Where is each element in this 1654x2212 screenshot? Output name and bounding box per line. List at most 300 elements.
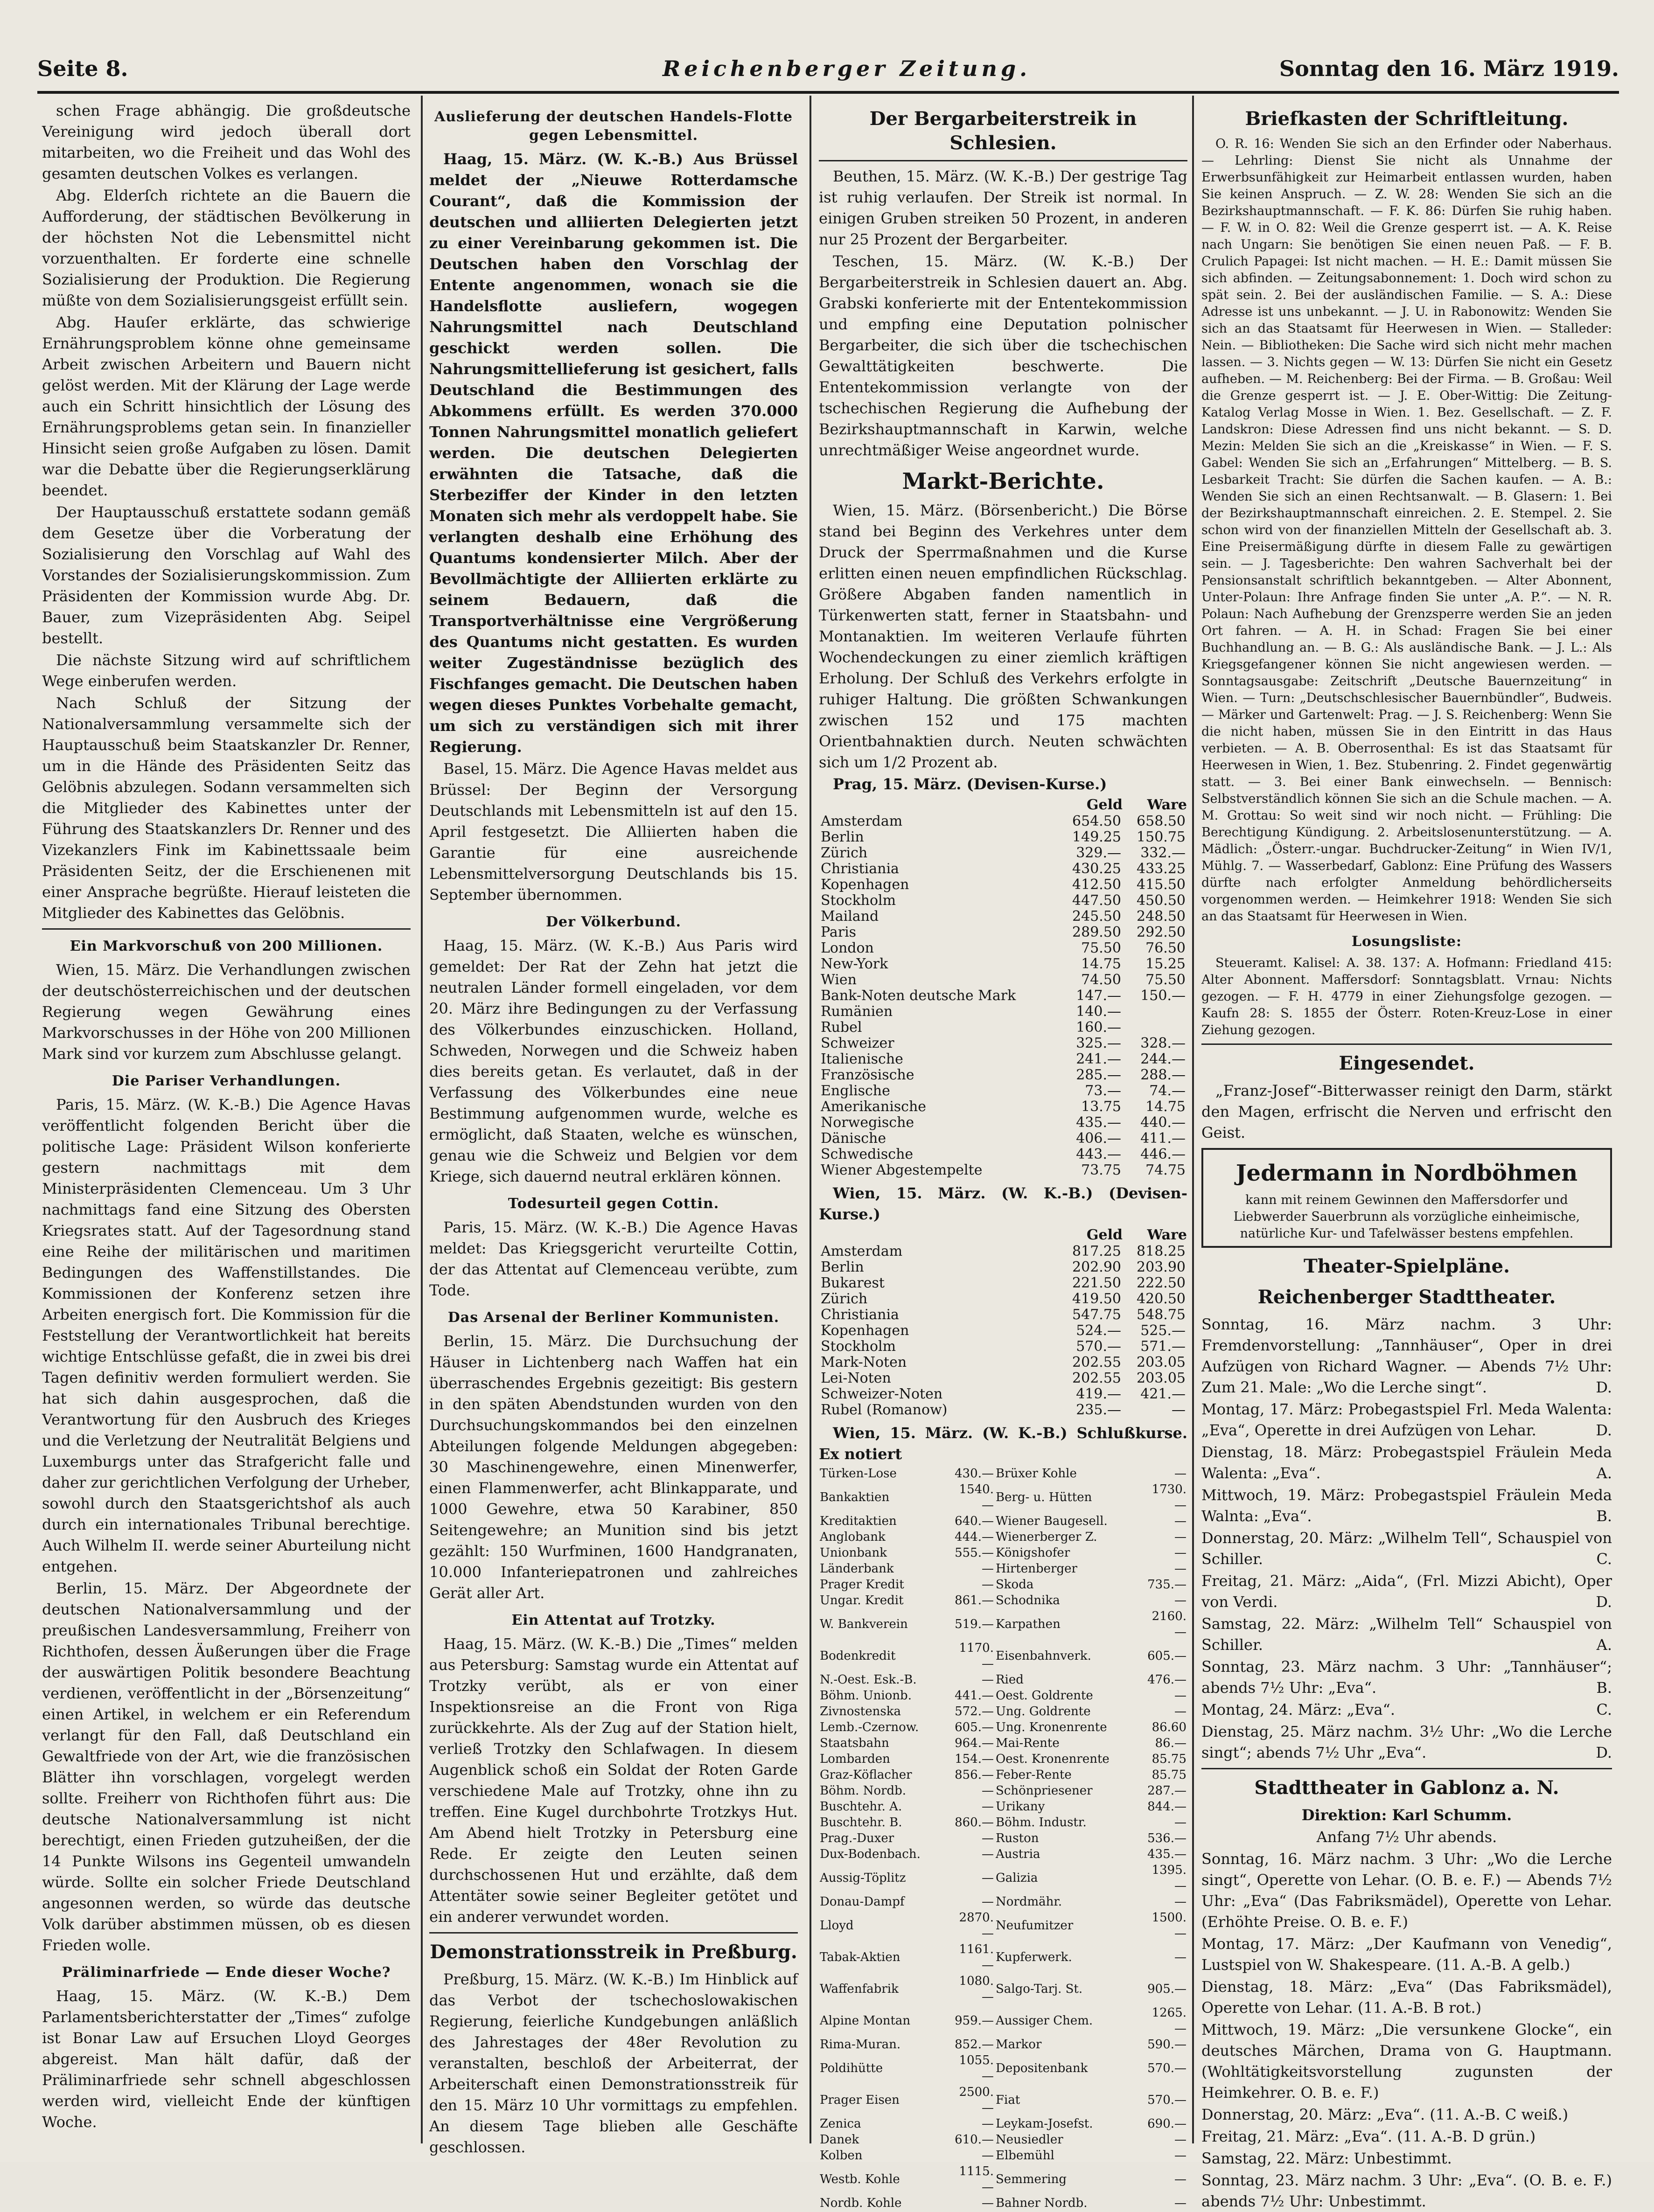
currency-name: New-York (821, 956, 888, 972)
security-name: Oest. Kronenrente (995, 1752, 1110, 1766)
currency-name: London (821, 940, 874, 956)
program-series: B. (1596, 1679, 1612, 1697)
table-row (819, 1894, 1187, 1910)
price-geld: 73.— (1085, 1083, 1121, 1099)
program-entry: Samstag, 22. März: Unbestimmt. (1201, 2149, 1452, 2167)
article-headline: Theater-Spielpläne. (1303, 1255, 1510, 1277)
security-name: Danek (820, 2133, 859, 2147)
price-ware: 76.50 (1145, 940, 1186, 956)
security-price: 570.— (1147, 2061, 1186, 2075)
article-headline: Die Pariser Verhandlungen. (112, 1073, 341, 1089)
currency-name: Amsterdam (821, 1243, 903, 1259)
security-price: 287.— (1147, 1784, 1186, 1798)
security-name: Ungar. Kredit (820, 1593, 904, 1607)
price-geld: 524.— (1076, 1322, 1121, 1339)
table-row (819, 1545, 1187, 1561)
security-price: 605.— (955, 1720, 994, 1734)
column-rule (1192, 96, 1194, 2143)
article-headline: Der Bergarbeiterstreik in Schlesien. (869, 108, 1137, 154)
security-name: Berg- u. Hütten (995, 1490, 1092, 1504)
column-rule (421, 96, 423, 2143)
article-paragraph: Die nächste Sitzung wird auf schriftlichem Wege einberufen werden. (42, 651, 411, 690)
security-price: 1115.— (959, 2164, 994, 2194)
program-entry: Sonntag, 16. März nachm. 3 Uhr: „Wo die Lerche singt“, Operette von Lehar. (O. B. e. F.) — Abends 7½ Uhr: „Eva“ (Das Fabriksmädel), Operette von Lehar. (Erhöhte Preise. O. B. e. F.) (1201, 1850, 1612, 1931)
article-paragraph: „Franz-Josef“-Bitterwasser reinigt den Darm, stärkt den Magen, erfrischt die Nerven und erfrischt den Geist. (1201, 1082, 1612, 1141)
program-entry (1201, 1442, 1612, 1484)
security-price: — (981, 1673, 994, 1687)
security-price: — (981, 2196, 994, 2210)
price-geld: 75.50 (1081, 940, 1121, 956)
security-price: 2870.— (959, 1911, 994, 1941)
article-paragraph: Basel, 15. März. Die Agence Havas meldet aus Brüssel: Der Beginn der Versorgung Deutschlands mit Lebensmitteln ist auf den 15. April festgesetzt. Die Alliierten haben die Garantie für eine ausreichende Lebensmittelversorgung Deutschlands bis 15. September übernommen. (429, 760, 798, 904)
currency-name: Zürich (821, 1291, 868, 1307)
security-name: Brüxer Kohle (995, 1467, 1077, 1481)
table-row (819, 1561, 1187, 1577)
table-row (819, 814, 1187, 829)
price-geld: 435.— (1076, 1114, 1121, 1131)
table-row (819, 1815, 1187, 1830)
program-series: D. (1596, 1421, 1612, 1439)
security-name: Zivnostenska (820, 1704, 901, 1718)
price-geld: 412.50 (1072, 876, 1121, 893)
table-row (819, 1973, 1187, 2005)
article-headline: Losungsliste: (1351, 933, 1462, 950)
price-ware: 450.50 (1137, 892, 1186, 909)
security-price: 154.— (955, 1752, 994, 1766)
price-geld: 147.— (1076, 988, 1121, 1004)
security-price: — (1174, 1704, 1186, 1718)
table-row (819, 1004, 1187, 1020)
price-ware: 150.75 (1137, 829, 1186, 845)
security-name: Markor (995, 2038, 1042, 2052)
price-geld: 817.25 (1072, 1243, 1121, 1259)
security-name: Elbemühl (995, 2149, 1054, 2163)
security-name: Wiener Baugesell. (995, 1514, 1108, 1528)
price-geld: 149.25 (1072, 829, 1121, 845)
security-name: Lombarden (820, 1752, 890, 1766)
theater-headline: Stadttheater in Gablonz a. N. (1254, 1777, 1559, 1799)
table-row (819, 1275, 1187, 1291)
security-name: Mai-Rente (995, 1736, 1060, 1750)
program-entry (1201, 1614, 1612, 1656)
currency-name: Bukarest (821, 1275, 885, 1291)
security-price: — (1174, 1593, 1186, 1607)
program-series: B. (1596, 1507, 1612, 1525)
table-row (819, 1862, 1187, 1894)
security-price: 1500.— (1152, 1911, 1186, 1941)
security-price: 430.— (955, 1467, 994, 1481)
program-entry: Mittwoch, 19. März: „Die versunkene Glocke“, ein deutsches Märchen, Drama von G. Hauptmann. (Wohltätigkeitsvorstellung zugunsten der Heimkehrer. O. B. e. F.) (1201, 2021, 1612, 2101)
theater-headline: Reichenberger Stadttheater. (1257, 1286, 1556, 1308)
security-name: W. Bankverein (820, 1617, 908, 1631)
price-ware: 446.— (1140, 1146, 1186, 1162)
article-paragraph: Haag, 15. März. (W. K.-B.) Aus Brüssel meldet der „Nieuwe Rotterdamsche Courant“, daß die Kommission der deutschen und alliierten Delegierten jetzt zu einer Vereinbarung gekommen ist. Die Deutschen haben den Vorschlag der Entente angenommen, wonach sie die Handelsflotte ausliefern, wogegen Nahrungsmittel nach Deutschland geschickt werden sollen. Die Nahrungsmittellieferung ist gesichert, falls Deutschland die Bestimmungen des Abkommens erfüllt. Es werden 370.000 Tonnen Nahrungsmittel monatlich geliefert werden. Die deutschen Delegierten erwähnten die Tatsache, daß die Sterbeziffer der Kinder in den letzten Monaten sich mehr als verdoppelt habe. Sie verlangten deshalb eine Erhöhung des Quantums kondensierter Milch. Aber der Bevollmächtigte der Alliierten erklärte zu seinem Bedauern, daß die Transportverhältnisse eine Vergrößerung des Quantums nicht gestatten. Es wurden weiter Zugeständnisse bezüglich des Fischfanges gemacht. Die Deutschen haben wegen dieses Punktes Vorbehalte gemacht, um sich zu verständigen sich mit ihrer Regierung. (429, 150, 798, 756)
table-row (819, 1513, 1187, 1529)
program-entry (1201, 1721, 1612, 1763)
table-row (819, 940, 1187, 956)
column-4 (1201, 100, 1612, 2210)
security-price: 610.— (955, 2133, 994, 2147)
table-row (819, 2084, 1187, 2116)
currency-name: Italienische (821, 1051, 903, 1067)
security-name: Buschtehr. A. (820, 1800, 902, 1814)
price-geld: 202.55 (1072, 1370, 1121, 1386)
security-name: Dux-Bodenbach. (820, 1847, 921, 1861)
currency-name: Schweizer (821, 1035, 894, 1051)
table-caption: Wien, 15. März. (W. K.-B.) Schlußkurse. Ex notiert (819, 1424, 1187, 1463)
article-headline: Ein Attentat auf Trotzky. (511, 1612, 716, 1628)
currency-name: Stockholm (821, 1338, 896, 1355)
table-row (819, 1051, 1187, 1067)
table-row (819, 1751, 1187, 1767)
security-price: — (981, 2117, 994, 2131)
program-entry: Montag, 17. März: „Der Kaufmann von Venedig“, Lustspiel von W. Shakespeare. (11. A.-B. A gelb.) (1201, 1935, 1612, 1974)
security-name: Schodnika (995, 1593, 1060, 1607)
theater-start-time: Anfang 7½ Uhr abends. (1316, 1828, 1497, 1846)
section-divider (429, 1932, 798, 1934)
currency-name: Christiania (821, 1307, 899, 1323)
price-geld: 160.— (1076, 1019, 1121, 1036)
security-name: Kolben (820, 2149, 863, 2163)
price-ware: 411.— (1140, 1130, 1186, 1147)
security-price: 2500.— (959, 2085, 994, 2115)
program-entry (1201, 1314, 1612, 1398)
article-paragraph: Steueramt. Kalisel: A. 38. 137: A. Hofmann: Friedland 415: Alter Abonnent. Maffersdorf: Sonntagsblatt. Vrnau: Nichts gezogen. — F. H. 4779 in einer Ziehungsfolge gezogen. — Kaufn 28: S. 1855 der Österr. Roten-Kreuz-Lose in einer Ziehung gezogen. (1201, 956, 1612, 1037)
price-ware: 203.05 (1137, 1370, 1186, 1386)
table-row (819, 1020, 1187, 1036)
security-name: Poldihütte (820, 2061, 883, 2075)
security-price: — (981, 2149, 994, 2163)
price-ware: 203.05 (1137, 1354, 1186, 1370)
price-ware: 415.50 (1137, 876, 1186, 893)
security-price: — (981, 1871, 994, 1885)
page-number: Seite 8. (37, 56, 128, 81)
security-name: Prager Kredit (820, 1578, 904, 1592)
table-row (819, 1672, 1187, 1688)
price-geld: 419.50 (1072, 1291, 1121, 1307)
ad-title: Jedermann in Nordböhmen (1235, 1160, 1578, 1186)
security-price: 690.— (1147, 2117, 1186, 2131)
security-name: Buschtehr. B. (820, 1816, 902, 1829)
price-ware: 421.— (1140, 1386, 1186, 1402)
security-price: — (1174, 1895, 1186, 1909)
security-name: Staatsbahn (820, 1736, 889, 1750)
letterbox-text: O. R. 16: Wenden Sie sich an den Erfinder oder Naberhaus. — Lehrling: Dienst Sie nicht als Unnahme der Erwerbsunfähigkeit zur Heimarbeit entlassen wurden, haben Sie keinen Anspruch. — Z. W. 28: Wenden Sie sich an die Bezirkshauptmannschaft. — F. K. 86: Dürfen Sie ruhig haben. — F. W. in O. 82: Weil die Grenze gesperrt ist. — A. K. Reise nach Ungarn: Sie benötigen Sie einen neuen Paß. — F. B. Crulich Papagei: Ist nicht machen. — H. E.: Damit müssen Sie sich abfinden. — Zeitungsabonnement: 1. Doch wird schon zu spät sein. 2. Bei der ausländischen Familie. — S. A.: Diese Adresse ist uns unbekannt. — J. U. in Rabonowitz: Wenden Sie sich an das Staatsamt für Heerwesen in Wien. — Stalleder: Nein. — Bibliotheken: Die Sache wird sich nicht mehr machen lassen. — 3. Nichts gegen — W. 13: Dürfen Sie nicht ein Gesetz aufheben. — M. Reichenberg: Bei der Firma. — B. Großau: Weil die Grenze gesperrt ist. — J. E. Ober-Wittig: Die Zeitung-Katalog Verlag Mosse in Wien. 1. Bez. Gesellschaft. — Z. F. Landskron: Diese Adressen find uns nicht bekannt. — S. D. Mezin: Melden Sie sich an die „Kreiskasse“ in Wien. — F. S. Gabel: Wenden Sie sich an „Erfahrungen“ Mittelberg. — B. S. Lesbarkeit Tracht: Sie dürfen die Sachen kaufen. — A. B.: Wenden Sie sich an einen Rechtsanwalt. — B. Glasern: 1. Bei der Bezirkshauptmannschaft einreichen. 2. E. Stempel. 2. Sie schon wird von der finanziellen Mitteln der Gesellschaft ab. 3. Eine Preisermäßigung dürfte in diesem Falle zu gewärtigen sein. — J. Tagesberichte: Den wahren Sachverhalt bei der Pensionsanstalt schriftlich bekanntgeben. — Alter Abonnent, Unter-Polaun: Ihre Anfrage finden Sie unter „A. P.“. — N. R. Polaun: Nach Aufhebung der Grenzsperre werden Sie an jeden Ort fahren. — A. H. in Schad: Fragen Sie bei einer Buchhandlung an. — B. G.: Als ausländische Bank. — J. L.: Als Kriegsgefangener können Sie nicht angewiesen werden. — Sonntagsausgabe: Zeitschrift „Deutsche Bauernzeitung“ in Wien. — Turn: „Deutschschlesischer Bauernbündler“, Budweis. — Märker und Gartenwelt: Prag. — J. S. Reichenberg: Wenn Sie die nicht haben, müssen Sie in den Eintritt in das Haus verbieten. — A. B. Oberrosenthal: Es ist das Staatsamt für Heerwesen in Wien, 1. Bez. Stubenring. 2. Findet gegenwärtig statt. — 3. Bei einer Bank einwechseln. — Bennisch: Selbstverständlich können Sie sich an die Schule machen. — A. M. Grottau: So weit sind wir noch nicht. — Frühling: Die Berechtigung Kündigung. 2. Arbeitslosenunterstützung. — A. Mädlich: „Österr.-ungar. Buchdrucker-Zeitung“ in Wien IV/1, Mühlg. 7. — Wasserbedarf, Gablonz: Eine Prüfung des Wassers dürfte nach erfolgter Anmeldung behördlicherseits vorgenommen werden. — Heimkehrer 1918: Wenden Sie sich an das Staatsamt für Heerwesen in Wien. (1201, 137, 1612, 924)
security-name: Türken-Lose (820, 1467, 897, 1481)
security-name: Depositenbank (995, 2061, 1088, 2075)
security-name: Hirtenberger (995, 1562, 1077, 1576)
table-row (819, 2005, 1187, 2037)
currency-name: Mark-Noten (821, 1354, 907, 1370)
column-header: Geld (1086, 1227, 1123, 1243)
security-name: Austria (995, 1847, 1040, 1861)
article-paragraph: Teschen, 15. März. (W. K.-B.) Der Bergarbeiterstreik in Schlesien dauert an. Abg. Grabski konferierte mit der Ententekommission und empfing eine Deputation polnischer Bergarbeiter, die sich über die tschechischen Gewalttätigkeiten beschwerte. Die Ententekommission verlangte von der tschechischen Regierung die Aufhebung der Bezirkshauptmannschaft in Karwin, welche unrechtmäßiger Weise angeordnet wurde. (819, 252, 1187, 459)
price-ware: 332.— (1140, 845, 1186, 861)
security-name: Böhm. Industr. (995, 1816, 1087, 1829)
table-row (819, 1147, 1187, 1162)
security-price: 844.— (1147, 1800, 1186, 1814)
table-row (819, 2132, 1187, 2148)
price-ware: — (1172, 1402, 1186, 1418)
price-ware: 150.— (1140, 988, 1186, 1004)
security-name: Skoda (995, 1578, 1034, 1592)
currency-name: Christiania (821, 861, 899, 877)
table-row (819, 893, 1187, 909)
security-price: — (1174, 1689, 1186, 1703)
article-paragraph: Wien, 15. März. Die Verhandlungen zwischen der deutschösterreichischen und der deutschen Regierung wegen Gewährung eines Markvorschusses in der Höhe von 200 Millionen Mark sind vor kurzem zum Abschlusse gelangt. (42, 961, 411, 1063)
security-name: Prager Eisen (820, 2093, 900, 2107)
table-row (819, 909, 1187, 925)
currency-name: Paris (821, 924, 857, 940)
wien-devisen-table (819, 1227, 1187, 1418)
table-row (819, 1783, 1187, 1799)
program-series: D. (1596, 1744, 1612, 1761)
table-row (819, 1162, 1187, 1178)
currency-name: Französische (821, 1067, 914, 1083)
price-geld: 73.75 (1081, 1162, 1121, 1178)
security-price: — (981, 1800, 994, 1814)
currency-name: Englische (821, 1083, 890, 1099)
security-price: — (1174, 2149, 1186, 2163)
column-header: Ware (1147, 1227, 1187, 1243)
table-row (819, 2195, 1187, 2211)
security-name: Ung. Kronenrente (995, 1720, 1107, 1734)
program-entry: Freitag, 21. März: „Eva“. (11. A.-B. D grün.) (1201, 2128, 1536, 2145)
currency-name: Lei-Noten (821, 1370, 891, 1386)
table-row (819, 956, 1187, 972)
table-row (819, 1402, 1187, 1418)
security-price: — (1174, 1950, 1186, 1964)
article-paragraph: Paris, 15. März. (W. K.-B.) Die Agence Havas veröffentlicht folgenden Bericht über die politische Lage: Präsident Wilson konferierte gestern nachmittags mit dem Ministerpräsidenten Clemenceau. Um 3 Uhr nachmittags fand eine Sitzung des Obersten Kriegsrates statt. Auf der Tagesordnung stand eine Reihe der militärischen und maritimen Bedingungen des Waffenstillstandes. Die Kommissionen der Konferenz setzen ihre Arbeiten energisch fort. Die Kommission für die Feststellung der Verantwortlichkeit hat bereits wichtige Entschlüsse gefaßt, die in zwei bis drei Tagen definitiv werden formuliert werden. Sie hat sich dahin ausgesprochen, daß die Verantwortung für den Ausbruch des Krieges und die Verletzung der Neutralität Belgiens und Luxemburgs unter das Strafgericht falle und daher zur gerichtlichen Verfolgung der Urheber, sowohl durch den Staatsgerichtshof als auch durch ein internationales Tribunal berechtige. Auch Wilhelm II. werde seiner Aburteilung nicht entgehen. (42, 1096, 411, 1575)
security-price: 1170.— (959, 1641, 994, 1671)
program-text: Sonntag, 16. März nachm. 3 Uhr: Fremdenvorstellung: „Tannhäuser“, Oper in drei Aufzügen von Richard Wagner. — Abends 7½ Uhr: Zum 21. Male: „Wo die Lerche singt“. (1201, 1315, 1612, 1396)
table-row (819, 1386, 1187, 1402)
currency-name: Wien (821, 972, 857, 988)
table-row (819, 861, 1187, 877)
table-row (819, 1767, 1187, 1783)
price-geld: 289.50 (1072, 924, 1121, 940)
article-paragraph: Berlin, 15. März. Der Abgeordnete der deutschen Nationalversammlung und der preußischen Landesversammlung, Freiherr von Richthofen, dessen Äußerungen über die Frage der auswärtigen Politik besondere Beachtung verdienen, veröffentlicht in der „Börsenzeitung“ einen Artikel, in welchem er ein Referendum verlangt für den Fall, daß Deutschland ein Gewaltfriede von der Art, wie die französischen Blätter ihn vorschlagen, vorgelegt werden sollte. Freiherr von Richthofen führt aus: Die deutsche Nationalversammlung ist nicht berechtigt, einen Frieden gutzuheißen, der die 14 Punkte Wilsons ins Gegenteil umwandeln würde. Sollte ein solcher Friede Deutschland angesonnen werden, so würde das deutsche Volk darüber abstimmen müssen, ob es diesen Frieden wolle. (42, 1579, 411, 1954)
currency-name: Rubel (Romanow) (821, 1402, 948, 1418)
program-text: Dienstag, 18. März: Probegastspiel Fräulein Meda Walenta: „Eva“. (1201, 1443, 1612, 1482)
security-price: 640.— (955, 1514, 994, 1528)
article-paragraph: Haag, 15. März. (W. K.-B.) Aus Paris wird gemeldet: Der Rat der Zehn hat jetzt die neutralen Länder formell eingeladen, vor dem 20. März ihre Bedingungen zu der Verfassung des Völkerbundes einzuschicken. Holland, Schweden, Norwegen und die Schweiz haben dies bereits getan. Es verlautet, daß in der Verfassung des Völkerbundes eine neue Bestimmung aufgenommen wurde, welche es ermöglicht, daß Staaten, welche es wünschen, genau wie die Schweiz und Belgien vor dem Kriege, sich dauernd neutral erklären können. (429, 937, 798, 1185)
table-row (819, 1067, 1187, 1083)
security-name: Bodenkredit (820, 1649, 896, 1663)
program-entry (1201, 1699, 1612, 1720)
gablonz-program (1201, 1849, 1612, 2212)
security-name: Leykam-Josefst. (995, 2117, 1093, 2131)
table-row (819, 1355, 1187, 1370)
article-headline: Das Arsenal der Berliner Kommunisten. (447, 1309, 780, 1326)
security-price: 1161.— (959, 1942, 994, 1972)
table-row (819, 1529, 1187, 1545)
table-row (819, 1482, 1187, 1513)
program-text: Sonntag, 23. März nachm. 3 Uhr: „Tannhäuser“; abends 7½ Uhr: „Eva“. (1201, 1658, 1612, 1697)
currency-name: Bank-Noten deutsche Mark (821, 988, 1016, 1004)
table-row (819, 1083, 1187, 1099)
price-geld: 202.90 (1072, 1259, 1121, 1275)
price-ware: 420.50 (1137, 1291, 1186, 1307)
program-series: C. (1596, 1550, 1612, 1568)
article-headline: Präliminarfriede — Ende dieser Woche? (62, 1964, 391, 1981)
currency-name: Wiener Abgestempelte (821, 1162, 983, 1178)
table-row (819, 1131, 1187, 1147)
table-caption: Prag, 15. März. (Devisen-Kurse.) (833, 775, 1107, 793)
table-row (819, 1323, 1187, 1339)
article-headline: Eingesendet. (1339, 1052, 1475, 1074)
table-row (819, 1036, 1187, 1051)
price-ware: 244.— (1140, 1051, 1186, 1067)
price-ware (1123, 1004, 1187, 1020)
price-ware: 203.90 (1137, 1259, 1186, 1275)
article-headline: Todesurteil gegen Cottin. (508, 1196, 719, 1212)
table-row (819, 1688, 1187, 1704)
article-headline: Markt-Berichte. (902, 468, 1104, 494)
security-price: 536.— (1147, 1831, 1186, 1845)
table-row (819, 2116, 1187, 2132)
currency-name: Kopenhagen (821, 876, 909, 893)
table-row (819, 1370, 1187, 1386)
article-paragraph: Nach Schluß der Sitzung der Nationalversammlung versammelte sich der Hauptausschuß beim Staatskanzler Dr. Renner, um in die Hände des Präsidenten Seitz das Gelöbnis abzulegen. Sodann versammelten sich die Mitglieder des Kabinettes unter der Führung des Staatskanzlers Dr. Renner und des Vizekanzlers Fink im Kabinettssaale beim Präsidenten Seitz, der die Erschienenen mit einer Ansprache begrüßte. Hierauf leisteten die Mitglieder des Kabinettes das Gelöbnis. (42, 694, 411, 922)
program-text: Dienstag, 25. März nachm. 3½ Uhr: „Wo die Lerche singt“; abends 7½ Uhr „Eva“. (1201, 1723, 1612, 1761)
table-row (819, 1259, 1187, 1275)
section-divider (1201, 1043, 1612, 1045)
section-divider (42, 928, 411, 930)
table-row (819, 1735, 1187, 1751)
currency-name: Amerikanische (821, 1099, 927, 1115)
program-text: Donnerstag, 20. März: „Wilhelm Tell“, Schauspiel von Schiller. (1201, 1529, 1612, 1568)
program-series: D. (1596, 1378, 1612, 1396)
price-geld: 285.— (1076, 1067, 1121, 1083)
security-name: Alpine Montan (820, 2014, 911, 2028)
security-price: — (1174, 2172, 1186, 2186)
security-name: Graz-Köflacher (820, 1768, 912, 1782)
currency-name: Amsterdam (821, 813, 903, 829)
security-name: Oest. Goldrente (995, 1689, 1093, 1703)
currency-name: Mailand (821, 908, 879, 925)
security-name: Böhm. Unionb. (820, 1689, 912, 1703)
security-price: 444.— (955, 1530, 994, 1544)
currency-name: Schweizer-Noten (821, 1386, 943, 1402)
table-row (819, 1799, 1187, 1815)
security-name: Neufumitzer (995, 1919, 1074, 1933)
security-name: Aussig-Töplitz (820, 1871, 906, 1885)
reichenberg-program (1201, 1314, 1612, 1763)
table-row (819, 1115, 1187, 1131)
table-row (819, 1593, 1187, 1608)
table-caption: Wien, 15. März. (W. K.-B.) (Devisen-Kurse.) (819, 1184, 1187, 1223)
security-price: — (1174, 1546, 1186, 1560)
column-1 (42, 100, 411, 2143)
article-paragraph: Paris, 15. März. (W. K.-B.) Die Agence Havas meldet: Das Kriegsgericht verurteilte Cottin, der das Attentat auf Clemenceau verübte, zum Tode. (429, 1218, 798, 1299)
security-price: 856.— (955, 1768, 994, 1782)
column-header: Geld (1086, 797, 1123, 813)
price-geld: 140.— (1076, 1003, 1121, 1020)
price-ware: 440.— (1140, 1114, 1186, 1131)
table-row (819, 1941, 1187, 1973)
article-paragraph: Beuthen, 15. März. (W. K.-B.) Der gestrige Tag ist ruhig verlaufen. Der Streik ist normal. In einigen Gruben streiken 50 Prozent, in anderen nur 25 Prozent der Bergarbeiter. (819, 167, 1187, 248)
security-price: — (981, 1895, 994, 1909)
program-series: A. (1596, 1464, 1612, 1482)
section-divider (1201, 1768, 1612, 1769)
security-price: 555.— (955, 1546, 994, 1560)
security-price: 1055.— (959, 2053, 994, 2083)
ad-text: kann mit reinem Gewinnen den Maffersdorfer und Liebwerder Sauerbrunn als vorzügliche einheimische, natürliche Kur- und Tafelwässer bestens empfehlen. (1233, 1193, 1580, 1241)
security-price: 1265.— (1152, 2006, 1186, 2036)
table-row (819, 988, 1187, 1004)
price-ware: 248.50 (1137, 908, 1186, 925)
table-row (819, 1830, 1187, 1846)
price-ware: 74.75 (1145, 1162, 1186, 1178)
security-price: 852.— (955, 2038, 994, 2052)
article-headline: Briefkasten der Schriftleitung. (1245, 108, 1569, 130)
security-name: Bahner Nordb. (995, 2196, 1088, 2210)
newspaper-title: Reichenberger Zeitung. (663, 56, 1031, 81)
security-name: Ruston (995, 1831, 1039, 1845)
security-price: — (1174, 1514, 1186, 1528)
table-row (819, 1244, 1187, 1259)
article-headline: Ein Markvorschuß von 200 Millionen. (70, 938, 383, 954)
security-name: Neusiedler (995, 2133, 1063, 2147)
security-name: Bankaktien (820, 1490, 890, 1504)
security-name: Prag.-Duxer (820, 1831, 894, 1845)
security-price: 1080.— (959, 1974, 994, 2004)
security-price: 905.— (1147, 1982, 1186, 1996)
program-series: D. (1596, 1593, 1612, 1611)
program-text: Montag, 17. März: Probegastspiel Frl. Meda Walenta: „Eva“, Operette in drei Aufzügen von Lehar. (1201, 1400, 1612, 1439)
security-name: Nordb. Kohle (820, 2196, 902, 2210)
table-row (819, 925, 1187, 940)
price-geld: 447.50 (1072, 892, 1121, 909)
column-3 (819, 100, 1187, 2210)
currency-name: Rumänien (821, 1003, 893, 1020)
table-row (819, 1846, 1187, 1862)
security-price: 959.— (955, 2014, 994, 2028)
security-price: 441.— (955, 1689, 994, 1703)
security-price: — (981, 1784, 994, 1798)
table-row (819, 2148, 1187, 2163)
security-name: Fiat (995, 2093, 1020, 2107)
article-paragraph: schen Frage abhängig. Die großdeutsche Vereinigung wird jedoch überall dort mitarbeiten, wo die Freiheit und das Wohl des gesamten deutschen Volkes es verlangen. (42, 102, 411, 182)
program-text: Freitag, 21. März: „Aida“, (Frl. Mizzi Abicht), Oper von Verdi. (1201, 1572, 1612, 1611)
security-price: 86.— (1155, 1736, 1186, 1750)
security-price: 605.— (1147, 1649, 1186, 1663)
security-name: Waffenfabrik (820, 1982, 899, 1996)
program-series: A. (1596, 1636, 1612, 1654)
security-price: — (1174, 1467, 1186, 1481)
article-paragraph: Wien, 15. März. (Börsenbericht.) Die Börse stand bei Beginn des Verkehres unter dem Druck der Sperrmaßnahmen und die Kurse erlitten einen neuen empfindlichen Rückschlag. Größere Abgaben fanden namentlich in Türkenwerten statt, ferner in Staatsbahn- und Montanaktien. Im weiteren Verlaufe führten Wochendeckungen zu einer ziemlich kräftigen Erholung. Der Schluß des Verkehrs erfolgte in ruhiger Haltung. Die größten Schwankungen zwischen 152 und 175 machten Orientbahnaktien durch. Neuten schwächten sich um 1/2 Prozent ab. (819, 501, 1187, 771)
security-price: — (981, 1847, 994, 1861)
program-entry (1201, 1528, 1612, 1570)
table-row (819, 1466, 1187, 1482)
security-name: Schönpriesener (995, 1784, 1093, 1798)
security-name: Tabak-Aktien (820, 1950, 900, 1964)
price-ware: 818.25 (1137, 1243, 1186, 1259)
price-geld: 430.25 (1072, 861, 1121, 877)
price-geld: 241.— (1076, 1051, 1121, 1067)
price-geld: 221.50 (1072, 1275, 1121, 1291)
currency-name: Kopenhagen (821, 1322, 909, 1339)
currency-name: Rubel (821, 1019, 862, 1036)
currency-name: Berlin (821, 829, 864, 845)
table-row (819, 1099, 1187, 1115)
security-name: Ung. Goldrente (995, 1704, 1091, 1718)
price-geld: 325.— (1076, 1035, 1121, 1051)
section-divider (819, 160, 1187, 161)
masthead-rule (37, 91, 1619, 94)
price-geld: 406.— (1076, 1130, 1121, 1147)
